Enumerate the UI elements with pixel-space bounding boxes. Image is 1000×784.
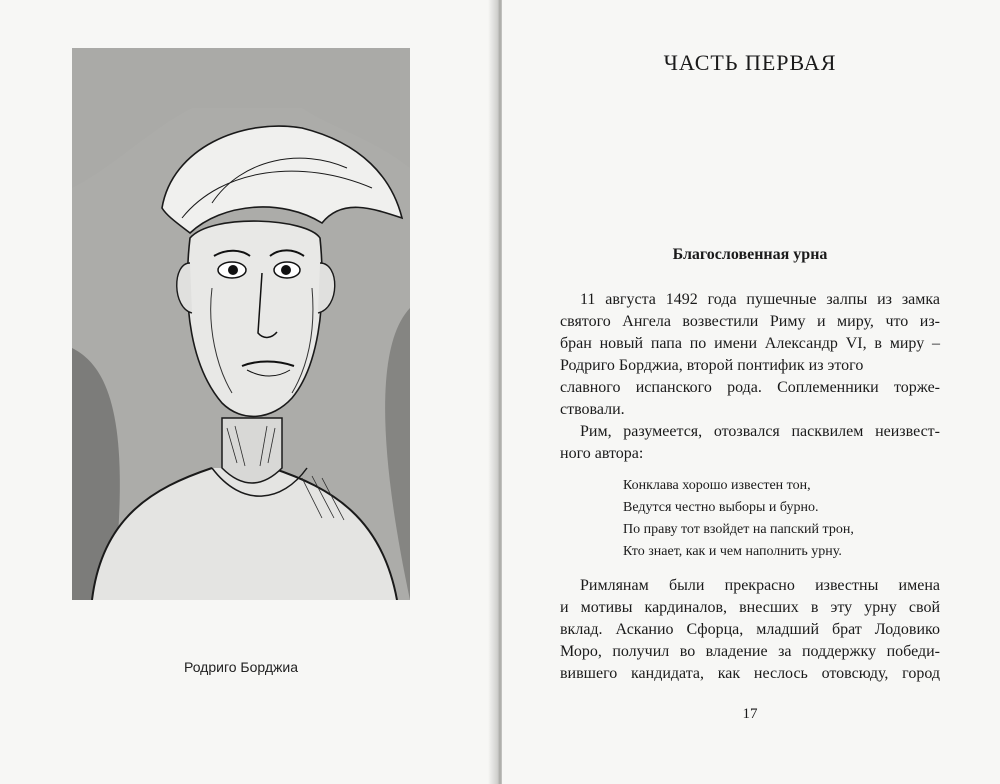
verse-block <box>623 475 943 563</box>
paragraph-1 <box>560 289 940 421</box>
text-line: Родриго Борджиа, второй понтифик из этого <box>560 357 864 374</box>
text-line: Римлянам были прекрасно известны имена <box>580 577 940 594</box>
left-page <box>0 0 498 784</box>
portrait-sketch <box>72 48 410 600</box>
text-line: вившего кандидата, как неслось отовсюду, город <box>560 665 940 682</box>
part-title: ЧАСТЬ ПЕРВАЯ <box>663 50 837 75</box>
paragraph-3 <box>560 575 940 685</box>
illustration-caption: Родриго Борджиа <box>183 659 299 675</box>
verse-line: По праву тот взойдет на папский трон, <box>623 522 854 537</box>
text-line: Моро, получил во владение за поддержку победи- <box>560 643 940 660</box>
paragraph-2 <box>560 421 940 465</box>
text-line: вклад. Асканио Сфорца, младший брат Лодовико <box>560 621 940 638</box>
text-line: 11 августа 1492 года пушечные залпы из замка <box>580 291 940 308</box>
text-line: славного испанского рода. Соплеменники торже- <box>560 379 940 396</box>
text-line: святого Ангела возвестили Риму и миру, что из- <box>560 313 940 330</box>
portrait-illustration <box>72 48 410 600</box>
text-line: ного автора: <box>560 445 644 462</box>
text-line: ствовали. <box>560 401 625 418</box>
verse-line: Ведутся честно выборы и бурно. <box>623 500 819 515</box>
page-number: 17 <box>742 706 758 722</box>
section-title: Благословенная урна <box>672 246 828 263</box>
text-line: Рим, разумеется, отозвался пасквилем неизвест- <box>580 423 940 440</box>
text-line: бран новый папа по имени Александр VI, в миру – <box>560 335 940 352</box>
verse-line: Кто знает, как и чем наполнить урну. <box>623 544 842 559</box>
text-line: и мотивы кардиналов, внесших в эту урну свой <box>560 599 940 616</box>
verse-line: Конклава хорошо известен тон, <box>623 478 811 493</box>
